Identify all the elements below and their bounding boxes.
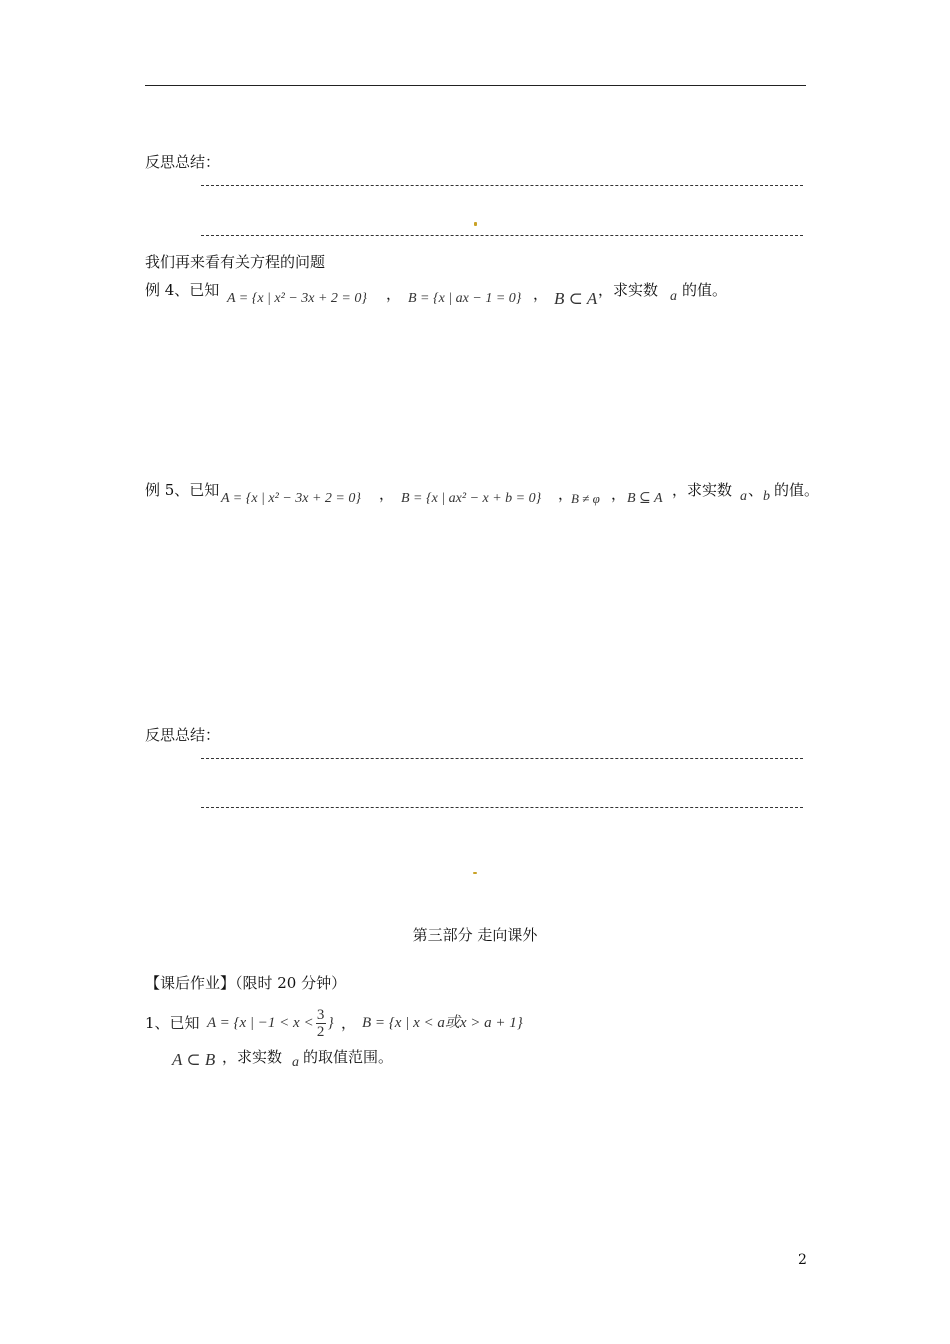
homework-q1-ask-end: 的取值范围。 [303,1048,394,1066]
homework-q1-set-a-lead: A = {x | −1 < x < [207,1015,314,1031]
homework-title: 【课后作业】（限时 20 分钟） [145,974,347,992]
example4-ask-end: 的值。 [682,281,728,299]
reflection-label-2: 反思总结： [145,726,221,744]
homework-q1-ask: ，求实数 [222,1048,283,1066]
answer-line-3 [201,758,803,759]
example5-set-a: A = {x | x² − 3x + 2 = 0} [221,491,361,506]
example4-sep2: ， [533,285,549,303]
example4-set-b: B = {x | ax − 1 = 0} [408,291,522,306]
homework-q1-prefix: 1、已知 [145,1014,200,1032]
scan-mark [473,872,477,874]
part3-title: 第三部分 走向课外 [412,926,538,944]
example5-var-b: b [763,489,770,504]
example5-sep1: ， [379,485,395,503]
example4-prefix: 例 4、已知 [145,281,220,299]
scan-mark [474,222,477,226]
page-number: 2 [798,1252,807,1268]
example5-ask-end: 的值。 [774,481,820,499]
example5-sep2: ， [558,485,574,503]
example5-condition-nonempty: B ≠ φ [571,491,600,506]
example4-var-a: a [670,289,677,304]
example5-sep3: ， [611,485,627,503]
answer-line-4 [201,807,803,808]
homework-q1-sep: ， [341,1014,357,1032]
homework-q1-set-a-tail: } [327,1015,334,1031]
fraction-three-halves [316,1008,326,1039]
example5-prefix: 例 5、已知 [145,481,220,499]
homework-q1-condition: A ⊂ B [172,1050,216,1069]
header-rule [145,85,806,86]
example5-ask: ，求实数 [672,481,733,499]
homework-q1-var-a: a [292,1055,299,1070]
fraction-numerator: 3 [316,1007,325,1024]
answer-line-2 [201,235,803,236]
reflection-label-1: 反思总结： [145,153,221,171]
example5-sep4: 、 [748,481,764,499]
example4-condition: B ⊂ A [554,289,598,308]
homework-q1-set-a [207,1006,334,1040]
homework-q1-set-b: B = {x | x < a或x > a + 1} [362,1015,523,1031]
example4-sep1: ， [386,285,402,303]
answer-line-1 [201,185,803,186]
example5-condition-subset: B ⊆ A [627,491,663,506]
intro-text: 我们再来看有关方程的问题 [145,253,326,271]
example5-set-b: B = {x | ax² − x + b = 0} [401,491,542,506]
example4-ask: ，求实数 [598,281,659,299]
example5-var-a: a [740,489,747,504]
example4-set-a: A = {x | x² − 3x + 2 = 0} [227,291,367,306]
fraction-denominator: 2 [316,1024,325,1041]
